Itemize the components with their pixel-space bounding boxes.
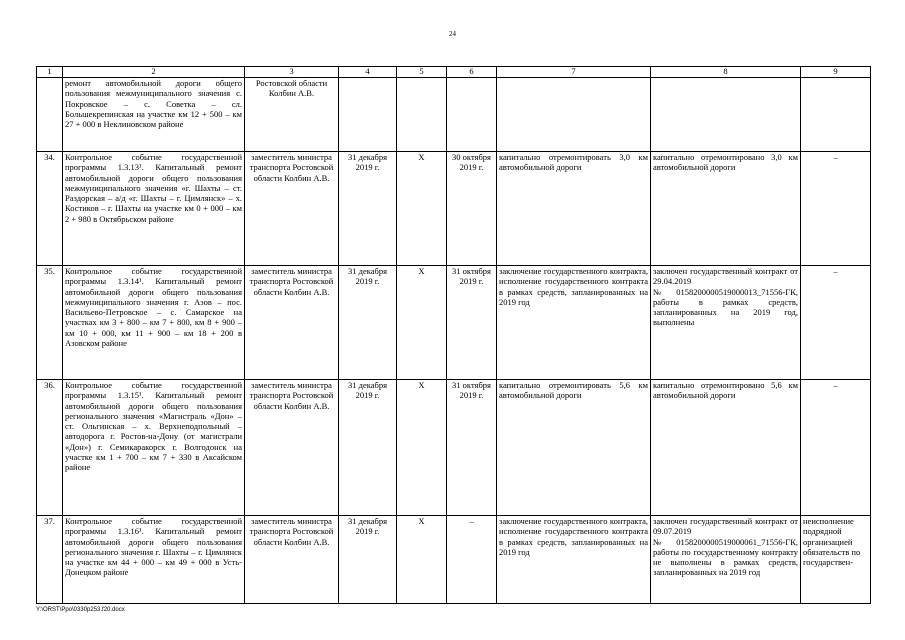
responsible-person: заместитель министра транспорта Ростовской области Колбин А.В.: [245, 380, 339, 516]
mark: X: [397, 266, 447, 380]
column-number-row: [37, 67, 871, 78]
deadline: 31 декабря 2019 г.: [339, 266, 397, 380]
achieved-result: капитально отремонтировано 3,0 км автомобильной дороги: [651, 152, 801, 266]
event-title: Контрольное событие государственной программы 1.3.14¹. Капитальный ремонт автомобильной дороги общего пользования межмуниципального значения г. Азов – пос. Васильево-Петровское – с. Самарское на участках км 3 + 800 – км 7 + 800, км 8 + 900 – км 10 + 000, км 11 + 900 – км 18 + 200 в Азовском районе: [63, 266, 245, 380]
col-header-5: 5: [397, 67, 447, 78]
col-header-8: 8: [651, 67, 801, 78]
row-number: 36.: [37, 380, 63, 516]
event-title: ремонт автомобильной дороги общего пользования межмуниципального значения с. Покровское – с. Советка – сл. Большекрепинская на участке км 12 + 500 – км 27 + 000 в Неклиновском районе: [63, 78, 245, 152]
deadline: 31 декабря 2019 г.: [339, 380, 397, 516]
responsible-person: заместитель министра транспорта Ростовской области Колбин А.В.: [245, 266, 339, 380]
actual-date: [447, 78, 497, 152]
deadline: [339, 78, 397, 152]
note: –: [801, 380, 871, 516]
col-header-4: 4: [339, 67, 397, 78]
col-header-9: 9: [801, 67, 871, 78]
report-table: [36, 66, 871, 604]
row-number: 35.: [37, 266, 63, 380]
table-row: [37, 266, 871, 380]
note: неисполнение подрядной организацией обязательств по государствен-: [801, 516, 871, 604]
table-row: [37, 380, 871, 516]
expected-result: [497, 78, 651, 152]
mark: X: [397, 152, 447, 266]
col-header-3: 3: [245, 67, 339, 78]
note: –: [801, 152, 871, 266]
note: [801, 78, 871, 152]
responsible-person: заместитель министра транспорта Ростовской области Колбин А.В.: [245, 152, 339, 266]
event-title: Контрольное событие государственной программы 1.3.16¹. Капитальный ремонт автомобильной дороги общего пользования регионального значения г. Шахты – г. Цимлянск на участке км 44 + 000 – км 49 + 000 в Усть-Донецком районе: [63, 516, 245, 604]
file-path-footer: Y:\ORST\Ppo\0330p253.f20.docx: [36, 607, 125, 613]
note: –: [801, 266, 871, 380]
responsible-person: заместитель министра транспорта Ростовской области Колбин А.В.: [245, 516, 339, 604]
row-number: [37, 78, 63, 152]
mark: X: [397, 516, 447, 604]
row-number: 37.: [37, 516, 63, 604]
mark: [397, 78, 447, 152]
table-row: [37, 152, 871, 266]
responsible-person: Ростовской области Колбин А.В.: [245, 78, 339, 152]
achieved-result: [651, 78, 801, 152]
achieved-result: заключен государственный контракт от 29.04.2019 №0158200000519000013_71556-ГК, работы в рамках средств, запланированных на 2019 год, выполнены: [651, 266, 801, 380]
actual-date: 31 октября 2019 г.: [447, 380, 497, 516]
expected-result: заключение государственного контракта, исполнение государственного контракта в рамках средств, запланированных на 2019 год: [497, 516, 651, 604]
event-title: Контрольное событие государственной программы 1.3.15¹. Капитальный ремонт автомобильной дороги общего пользования регионального значения «Магистраль «Дон» – ст. Ольгинская – х. Верхнеподпольный – автодорога г. Ростов-на-Дону (от магистрали «Дон») г. Семикаракорск г. Волгодонск на участке км 1 + 700 – км 7 + 330 в Аксайском районе: [63, 380, 245, 516]
event-title: Контрольное событие государственной программы 1.3.13¹. Капитальный ремонт автомобильной дороги общего пользования межмуниципального значения «г. Шахты – ст. Раздорская – а/д «г. Шахты – г. Цимлянск» – х. Костиков – г. Шахты на участке км 0 + 000 – км 2 + 980 в Октябрьском районе: [63, 152, 245, 266]
expected-result: заключение государственного контракта, исполнение государственного контракта в рамках средств, запланированных на 2019 год: [497, 266, 651, 380]
achieved-result: капитально отремонтировано 5,6 км автомобильной дороги: [651, 380, 801, 516]
deadline: 31 декабря 2019 г.: [339, 152, 397, 266]
table-row: [37, 516, 871, 604]
col-header-1: 1: [37, 67, 63, 78]
achieved-result: заключен государственный контракт от 09.07.2019 №0158200000519000061_71556-ГК, работы по государственному контракту не выполнены в рамках средств, запланированных на 2019 год: [651, 516, 801, 604]
col-header-6: 6: [447, 67, 497, 78]
expected-result: капитально отремонтировать 5,6 км автомобильной дороги: [497, 380, 651, 516]
row-number: 34.: [37, 152, 63, 266]
table-row: [37, 78, 871, 152]
page-number: 24: [449, 30, 456, 38]
mark: X: [397, 380, 447, 516]
expected-result: капитально отремонтировать 3,0 км автомобильной дороги: [497, 152, 651, 266]
col-header-7: 7: [497, 67, 651, 78]
actual-date: 30 октября 2019 г.: [447, 152, 497, 266]
actual-date: –: [447, 516, 497, 604]
deadline: 31 декабря 2019 г.: [339, 516, 397, 604]
actual-date: 31 октября 2019 г.: [447, 266, 497, 380]
col-header-2: 2: [63, 67, 245, 78]
